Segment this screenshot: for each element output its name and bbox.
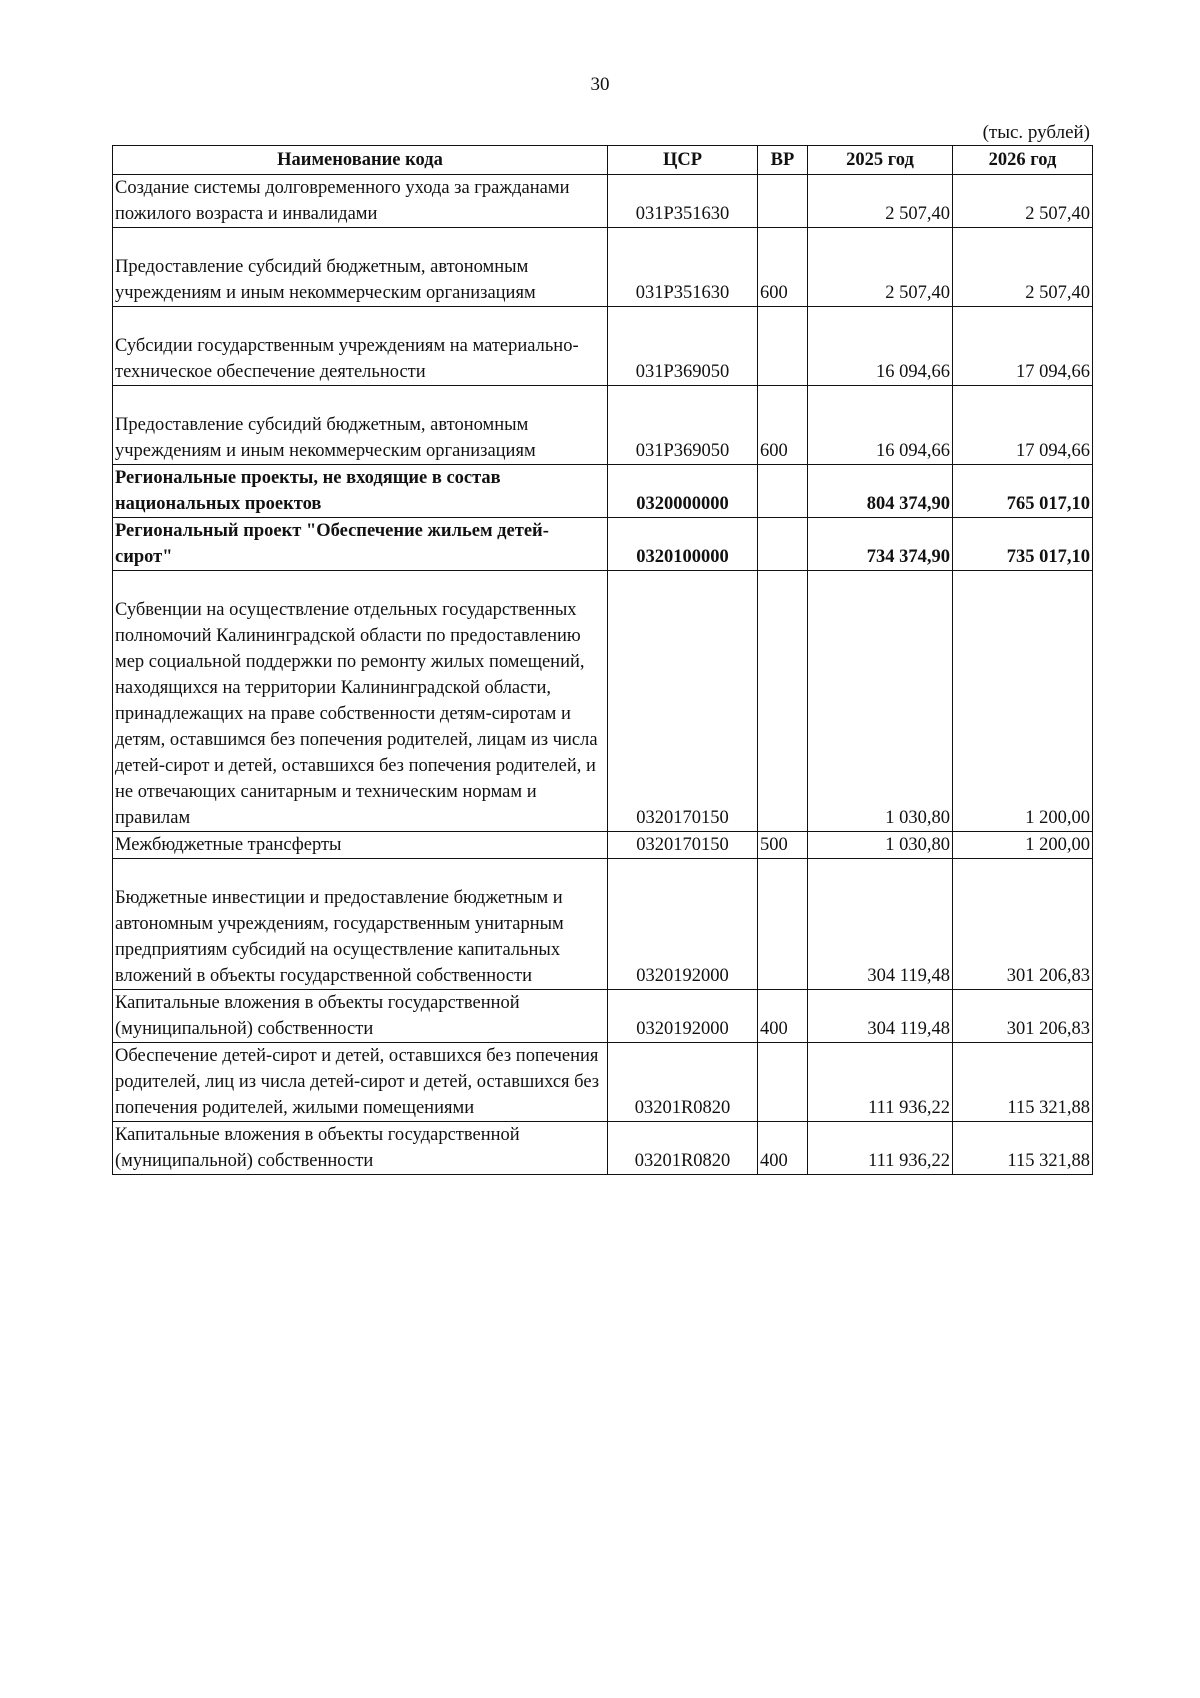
- row-2026: 115 321,88: [953, 1122, 1093, 1175]
- row-vr: [758, 175, 808, 228]
- header-vr: ВР: [758, 146, 808, 175]
- table-row: [113, 990, 1093, 1043]
- row-2025: 16 094,66: [808, 307, 953, 386]
- row-name: Субсидии государственным учреждениям на материально-техническое обеспечение деятельности: [113, 307, 608, 386]
- row-2026: 301 206,83: [953, 859, 1093, 990]
- table-row: [113, 175, 1093, 228]
- header-csr: ЦСР: [608, 146, 758, 175]
- row-2025: 1 030,80: [808, 571, 953, 832]
- row-vr: 500: [758, 832, 808, 859]
- row-csr: 03201R0820: [608, 1122, 758, 1175]
- row-vr: 600: [758, 228, 808, 307]
- table-row: [113, 571, 1093, 832]
- row-csr: 0320192000: [608, 859, 758, 990]
- header-2026: 2026 год: [953, 146, 1093, 175]
- row-name: Региональный проект "Обеспечение жильем детей-сирот": [113, 518, 608, 571]
- row-csr: 0320192000: [608, 990, 758, 1043]
- row-2025: 1 030,80: [808, 832, 953, 859]
- row-vr: 600: [758, 386, 808, 465]
- row-vr: [758, 571, 808, 832]
- row-name: Предоставление субсидий бюджетным, автономным учреждениям и иным некоммерческим организациям: [113, 386, 608, 465]
- row-name: Межбюджетные трансферты: [113, 832, 608, 859]
- table-row: [113, 832, 1093, 859]
- row-vr: [758, 465, 808, 518]
- row-csr: 031P351630: [608, 228, 758, 307]
- row-2026: 2 507,40: [953, 228, 1093, 307]
- units-label: (тыс. рублей): [982, 122, 1090, 143]
- table-row: [113, 518, 1093, 571]
- row-2025: 804 374,90: [808, 465, 953, 518]
- row-name: Создание системы долговременного ухода за гражданами пожилого возраста и инвалидами: [113, 175, 608, 228]
- row-2026: 2 507,40: [953, 175, 1093, 228]
- row-name: Капитальные вложения в объекты государственной (муниципальной) собственности: [113, 1122, 608, 1175]
- row-2026: 115 321,88: [953, 1043, 1093, 1122]
- row-2026: 17 094,66: [953, 307, 1093, 386]
- header-name: Наименование кода: [113, 146, 608, 175]
- row-csr: 0320100000: [608, 518, 758, 571]
- header-2025: 2025 год: [808, 146, 953, 175]
- table-row: [113, 1043, 1093, 1122]
- row-vr: [758, 1043, 808, 1122]
- row-2025: 304 119,48: [808, 990, 953, 1043]
- row-name: Предоставление субсидий бюджетным, автономным учреждениям и иным некоммерческим организациям: [113, 228, 608, 307]
- row-vr: 400: [758, 990, 808, 1043]
- table-row: [113, 465, 1093, 518]
- row-vr: 400: [758, 1122, 808, 1175]
- row-2025: 734 374,90: [808, 518, 953, 571]
- row-name: Капитальные вложения в объекты государственной (муниципальной) собственности: [113, 990, 608, 1043]
- row-name: Субвенции на осуществление отдельных государственных полномочий Калининградской области по предоставлению мер социальной поддержки по ремонту жилых помещений, находящихся на территории Калининградской области, принадлежащих на праве собственности детям-сиротам и детям, оставшимся без попечения родителей, лицам из числа детей-сирот и детей, оставшихся без попечения родителей, и не отвечающих санитарным и техническим нормам и правилам: [113, 571, 608, 832]
- row-2025: 2 507,40: [808, 175, 953, 228]
- row-csr: 031P351630: [608, 175, 758, 228]
- row-2025: 111 936,22: [808, 1122, 953, 1175]
- row-2025: 2 507,40: [808, 228, 953, 307]
- table-row: [113, 859, 1093, 990]
- table-row: [113, 386, 1093, 465]
- row-csr: 031P369050: [608, 386, 758, 465]
- row-csr: 0320170150: [608, 571, 758, 832]
- row-2026: 17 094,66: [953, 386, 1093, 465]
- row-name: Бюджетные инвестиции и предоставление бюджетным и автономным учреждениям, государственным унитарным предприятиям субсидий на осуществление капитальных вложений в объекты государственной собственности: [113, 859, 608, 990]
- page-number: 30: [590, 74, 610, 95]
- row-name: Обеспечение детей-сирот и детей, оставшихся без попечения родителей, лиц из числа детей-сирот и детей, оставшихся без попечения родителей, жилыми помещениями: [113, 1043, 608, 1122]
- row-csr: 0320000000: [608, 465, 758, 518]
- row-2026: 765 017,10: [953, 465, 1093, 518]
- row-2025: 111 936,22: [808, 1043, 953, 1122]
- table-row: [113, 1122, 1093, 1175]
- row-2026: 301 206,83: [953, 990, 1093, 1043]
- row-vr: [758, 307, 808, 386]
- row-2026: 735 017,10: [953, 518, 1093, 571]
- table-row: [113, 228, 1093, 307]
- row-csr: 03201R0820: [608, 1043, 758, 1122]
- budget-table: [112, 145, 1093, 1175]
- row-csr: 031P369050: [608, 307, 758, 386]
- row-name: Региональные проекты, не входящие в состав национальных проектов: [113, 465, 608, 518]
- table-row: [113, 307, 1093, 386]
- row-2026: 1 200,00: [953, 571, 1093, 832]
- row-vr: [758, 518, 808, 571]
- table-header-row: [113, 146, 1093, 175]
- row-vr: [758, 859, 808, 990]
- row-csr: 0320170150: [608, 832, 758, 859]
- row-2025: 16 094,66: [808, 386, 953, 465]
- row-2025: 304 119,48: [808, 859, 953, 990]
- row-2026: 1 200,00: [953, 832, 1093, 859]
